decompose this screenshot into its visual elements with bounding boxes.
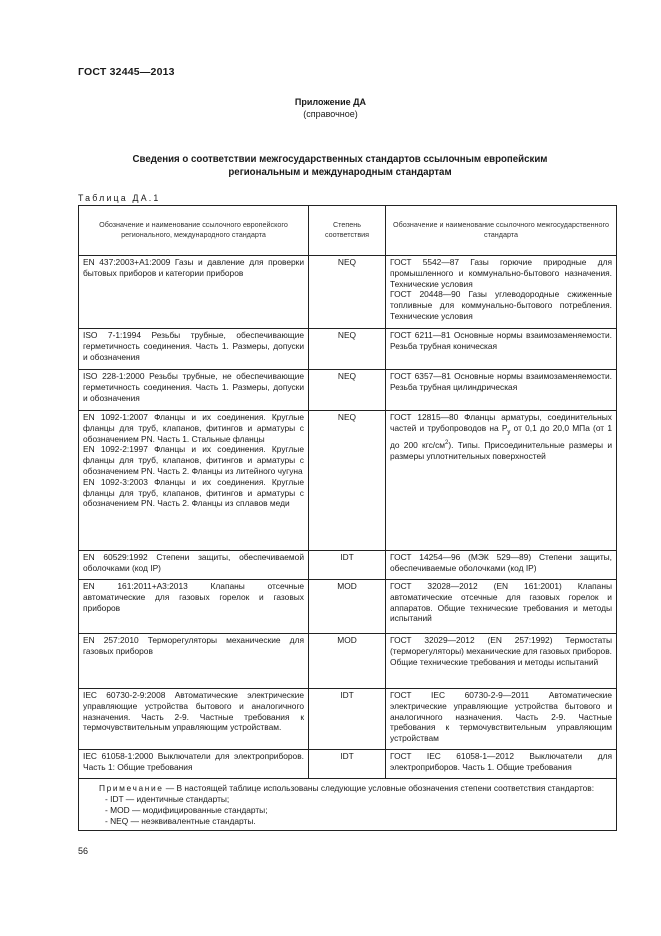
header-ref-standard: Обозначение и наименование ссылочного европейского регионального, международного стандарта <box>79 206 309 256</box>
annex-subtitle: (справочное) <box>303 109 358 119</box>
gost-text: ). Типы. Присоединительные размеры и размеры уплотнительных поверхностей <box>390 440 613 461</box>
note-lead <box>85 783 610 794</box>
ref-standard-cell <box>79 411 309 551</box>
ref-entry: EN 1092-2:1997 Фланцы и их соединения. Круглые фланцы для труб, клапанов, фитингов и арматуры с обозначением PN. Часть 2. Фланцы из литейного чугуна <box>83 444 304 476</box>
page-number: 56 <box>78 846 89 856</box>
ref-standard-cell: EN 437:2003+A1:2009 Газы и давление для проверки бытовых приборов и категории приборов <box>79 256 309 329</box>
heading-line-2: региональным и международным стандартам <box>228 167 452 178</box>
table-row <box>79 256 617 329</box>
table-row <box>79 689 617 750</box>
gost-subscript: у <box>507 429 511 436</box>
degree-cell: MOD <box>309 580 386 634</box>
gost-standard-cell: ГОСТ IEC 60730-2-9—2011 Автоматические электрические управляющие устройства бытового и аналогичного назначения. Часть 2-9. Частные требования к термочувствительным управляющим устройствам <box>386 689 617 750</box>
gost-standard-cell: ГОСТ 6211—81 Основные нормы взаимозаменяемости. Резьба трубная коническая <box>386 329 617 370</box>
heading-line-1: Сведения о соответствии межгосударственных стандартов ссылочным европейским <box>132 154 548 165</box>
ref-standard-cell: IEC 60730-2-9:2008 Автоматические электрические управляющие устройства бытового и аналогичного назначения. Часть 2-9. Частные требования к термочувствительным управляющим устройствам. <box>79 689 309 750</box>
degree-cell: NEQ <box>309 329 386 370</box>
degree-cell: NEQ <box>309 370 386 411</box>
table-row <box>79 370 617 411</box>
degree-cell: NEQ <box>309 411 386 551</box>
gost-standard-cell <box>386 411 617 551</box>
degree-cell: NEQ <box>309 256 386 329</box>
table-row <box>79 551 617 580</box>
gost-superscript: 2 <box>445 440 449 447</box>
document-code: ГОСТ 32445—2013 <box>78 66 175 78</box>
table-label: Таблица ДА.1 <box>78 193 161 203</box>
table-row <box>79 329 617 370</box>
table-row <box>79 750 617 779</box>
note-text: — В настоящей таблице использованы следующие условные обозначения степени соответствия стандартов: <box>163 783 595 793</box>
ref-standard-cell: IEC 61058-1:2000 Выключатели для электроприборов. Часть 1: Общие требования <box>79 750 309 779</box>
table-note-row <box>79 779 617 831</box>
ref-standard-cell: ISO 7-1:1994 Резьбы трубные, обеспечивающие герметичность соединения. Часть 1. Размеры, допуски и обозначения <box>79 329 309 370</box>
gost-standard-cell: ГОСТ 32028—2012 (EN 161:2001) Клапаны автоматические отсечные для газовых горелок и аппаратов. Общие технические требования и методы испытаний <box>386 580 617 634</box>
ref-standard-cell: ISO 228-1:2000 Резьбы трубные, не обеспечивающие герметичность соединения. Часть 1. Размеры, допуски и обозначения <box>79 370 309 411</box>
table-row <box>79 634 617 689</box>
gost-standard-cell: ГОСТ 32029—2012 (EN 257:1992) Термостаты (терморегуляторы) механические для газовых приборов. Общие технические требования и методы испытаний <box>386 634 617 689</box>
header-degree: Степень соответствия <box>309 206 386 256</box>
note-item: - NEQ — неэквивалентные стандарты. <box>105 816 256 826</box>
gost-entry: ГОСТ 20448—90 Газы углеводородные сжиженные топливные для коммунально-бытового потребления. Технические условия <box>390 289 612 321</box>
ref-standard-cell: EN 257:2010 Терморегуляторы механические для газовых приборов <box>79 634 309 689</box>
header-gost-standard: Обозначение и наименование ссылочного межгосударственного стандарта <box>386 206 617 256</box>
ref-entry: EN 1092-3:2003 Фланцы и их соединения. Круглые фланцы для труб, клапанов, фитингов и арматуры с обозначением PN. Часть 2. Фланцы из сплавов меди <box>83 476 304 509</box>
gost-standard-cell: ГОСТ IEC 61058-1—2012 Выключатели для электроприборов. Часть 1. Общие требования <box>386 750 617 779</box>
degree-cell: IDT <box>309 750 386 779</box>
note-label: Примечание <box>99 783 164 793</box>
degree-cell: IDT <box>309 689 386 750</box>
gost-standard-cell <box>386 256 617 329</box>
gost-entry: ГОСТ 5542—87 Газы горючие природные для промышленного и коммунально-бытового назначения. Технические условия <box>390 257 612 289</box>
gost-text: ГОСТ 12815—80 Фланцы арматуры, соединительных частей и трубопроводов на P <box>390 412 612 433</box>
table-note <box>79 779 617 831</box>
note-item: - MOD — модифицированные стандарты; <box>105 805 268 815</box>
gost-standard-cell: ГОСТ 14254—96 (МЭК 529—89) Степени защиты, обеспечиваемые оболочками (код IP) <box>386 551 617 580</box>
ref-standard-cell: EN 60529:1992 Степени защиты, обеспечиваемой оболочками (код IP) <box>79 551 309 580</box>
table-row <box>79 580 617 634</box>
ref-standard-cell: EN 161:2011+A3:2013 Клапаны отсечные автоматические для газовых горелок и газовых приборов <box>79 580 309 634</box>
gost-standard-cell: ГОСТ 6357—81 Основные нормы взаимозаменяемости. Резьба трубная цилиндрическая <box>386 370 617 411</box>
table-row <box>79 411 617 551</box>
table-header-row <box>79 206 617 256</box>
annex-header <box>0 96 661 120</box>
standards-table <box>78 205 617 831</box>
note-item: - IDT — идентичные стандарты; <box>105 794 230 804</box>
degree-cell: MOD <box>309 634 386 689</box>
gost-text: от 0,1 до 20,0 МПа (от 1 до 200 кгс/см <box>390 422 612 451</box>
section-heading <box>90 153 590 179</box>
annex-title: Приложение ДА <box>294 97 367 107</box>
degree-cell: IDT <box>309 551 386 580</box>
ref-entry: EN 1092-1:2007 Фланцы и их соединения. Круглые фланцы для труб, клапанов, фитингов и арматуры с обозначением PN. Часть 1. Стальные фланцы <box>83 412 304 444</box>
